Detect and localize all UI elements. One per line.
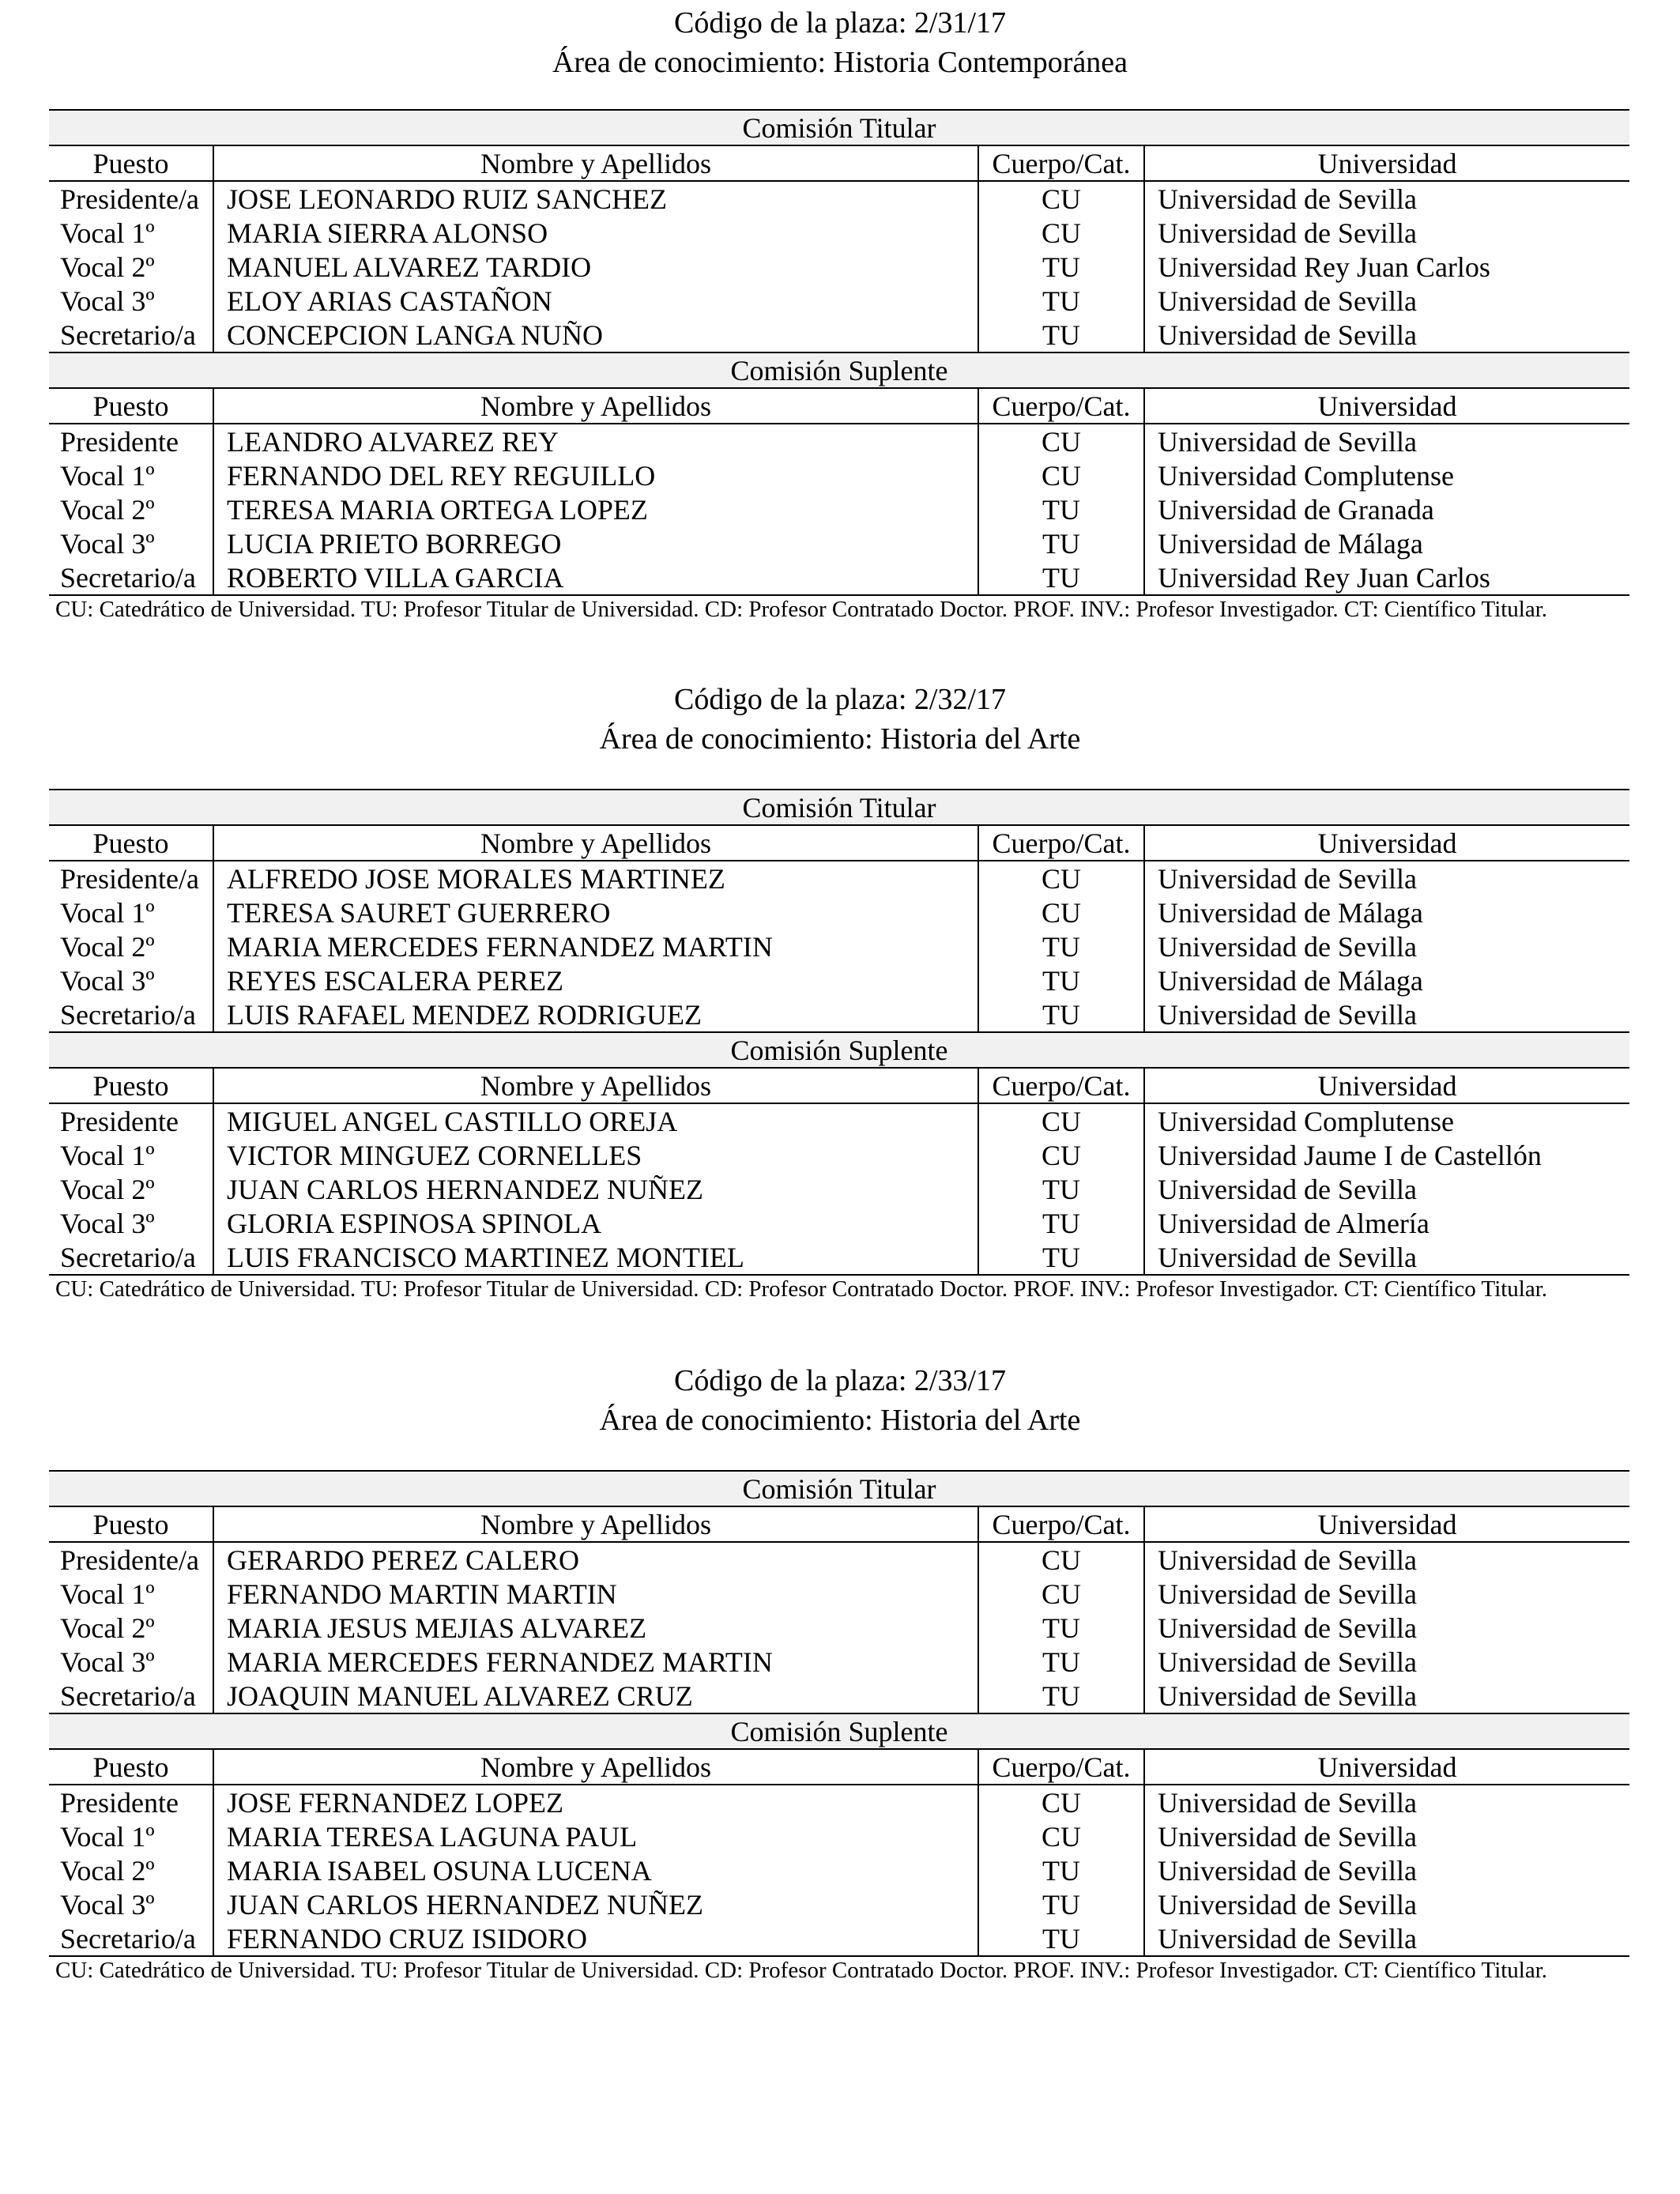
member-puesto: Secretario/a [49, 560, 213, 595]
member-puesto: Presidente/a [60, 1544, 199, 1576]
member-universidad: Universidad Rey Juan Carlos [1144, 560, 1629, 595]
member-universidad: Universidad de Sevilla [1144, 424, 1629, 458]
plaza-section [0, 0, 1680, 622]
member-nombre: TERESA MARIA ORTEGA LOPEZ [213, 492, 978, 526]
member-universidad: Universidad de Sevilla [1144, 861, 1629, 895]
member-puesto: Vocal 3º [60, 1207, 155, 1239]
member-cuerpo: CU [978, 861, 1144, 895]
member-cuerpo: CU [978, 1103, 1144, 1138]
member-nombre: CONCEPCION LANGA NUÑO [213, 318, 978, 352]
member-nombre: ALFREDO JOSE MORALES MARTINEZ [213, 861, 978, 895]
member-cuerpo: TU [978, 250, 1144, 284]
member-nombre: VICTOR MINGUEZ CORNELLES [213, 1138, 978, 1172]
member-puesto: Vocal 3º [60, 527, 155, 560]
table-row [49, 895, 1629, 929]
member-cuerpo: CU [978, 216, 1144, 250]
member-universidad: Universidad de Sevilla [1144, 284, 1629, 318]
table-row [49, 1611, 1629, 1645]
member-nombre: JOSE FERNANDEZ LOPEZ [213, 1785, 978, 1819]
header-cuerpo: Cuerpo/Cat. [978, 825, 1144, 861]
member-puesto: Vocal 2º [60, 930, 155, 963]
knowledge-area: Área de conocimiento: Historia Contemporánea [552, 46, 1128, 79]
section-heading [0, 680, 1680, 759]
member-puesto: Vocal 3º [60, 285, 155, 317]
member-nombre: JUAN CARLOS HERNANDEZ NUÑEZ [213, 1172, 978, 1206]
member-cuerpo: TU [978, 963, 1144, 997]
header-universidad: Universidad [1144, 1068, 1629, 1103]
member-nombre: GLORIA ESPINOSA SPINOLA [213, 1206, 978, 1240]
header-universidad: Universidad [1144, 1506, 1629, 1542]
header-universidad: Universidad [1144, 1749, 1629, 1785]
member-universidad: Universidad de Granada [1144, 492, 1629, 526]
member-universidad: Universidad de Sevilla [1144, 1240, 1629, 1275]
plaza-code: Código de la plaza: 2/31/17 [673, 6, 1007, 40]
table-row [49, 1103, 1629, 1138]
member-cuerpo: CU [978, 1138, 1144, 1172]
table-row [49, 1819, 1629, 1853]
knowledge-area: Área de conocimiento: Historia del Arte [599, 1404, 1081, 1437]
commission-table [49, 789, 1629, 1276]
member-universidad: Universidad de Sevilla [1144, 216, 1629, 250]
member-cuerpo: TU [978, 284, 1144, 318]
member-cuerpo: CU [978, 181, 1144, 216]
member-universidad: Universidad de Sevilla [1144, 1611, 1629, 1645]
member-nombre: FERNANDO DEL REY REGUILLO [213, 458, 978, 492]
member-nombre: MARIA SIERRA ALONSO [213, 216, 978, 250]
member-universidad: Universidad Jaume I de Castellón [1144, 1138, 1629, 1172]
member-universidad: Universidad Rey Juan Carlos [1144, 250, 1629, 284]
suplente-banner: Comisión Suplente [49, 352, 1629, 388]
table-row [49, 216, 1629, 250]
table-row [49, 929, 1629, 963]
header-puesto: Puesto [49, 1749, 213, 1785]
member-puesto: Vocal 2º [60, 251, 155, 283]
member-puesto: Presidente [60, 1786, 179, 1819]
suplente-banner: Comisión Suplente [49, 1032, 1629, 1068]
member-nombre: JOSE LEONARDO RUIZ SANCHEZ [213, 181, 978, 216]
member-universidad: Universidad de Sevilla [1144, 1819, 1629, 1853]
table-row [49, 1853, 1629, 1887]
member-puesto: Secretario/a [60, 1679, 196, 1712]
member-nombre: JOAQUIN MANUEL ALVAREZ CRUZ [213, 1679, 978, 1713]
plaza-code: Código de la plaza: 2/32/17 [673, 683, 1007, 716]
table-row [49, 963, 1629, 997]
member-puesto: Vocal 3º [60, 1646, 155, 1678]
table-row [49, 1542, 1629, 1577]
header-nombre: Nombre y Apellidos [213, 145, 978, 181]
section-heading [0, 0, 1680, 82]
member-cuerpo: TU [978, 997, 1144, 1032]
member-nombre: ELOY ARIAS CASTAÑON [213, 284, 978, 318]
member-universidad: Universidad de Sevilla [1144, 1679, 1629, 1713]
member-puesto: Presidente/a [60, 183, 199, 215]
header-cuerpo: Cuerpo/Cat. [978, 1068, 1144, 1103]
member-puesto: Presidente [60, 1105, 179, 1137]
member-puesto: Secretario/a [60, 319, 196, 351]
member-cuerpo: CU [978, 1785, 1144, 1819]
abbreviations-footnote: CU: Catedrático de Universidad. TU: Profesor Titular de Universidad. CD: Profesor Contratado Doctor. PROF. INV.: Profesor Investigador. CT: Científico Titular. [55, 1276, 1548, 1302]
header-cuerpo: Cuerpo/Cat. [978, 145, 1144, 181]
member-universidad: Universidad Complutense [1144, 458, 1629, 492]
member-cuerpo: TU [978, 1679, 1144, 1713]
commission-table [49, 1470, 1629, 1957]
member-nombre: LUCIA PRIETO BORREGO [213, 526, 978, 560]
member-cuerpo: TU [978, 1645, 1144, 1679]
header-universidad: Universidad [1144, 388, 1629, 424]
abbreviations-footnote: CU: Catedrático de Universidad. TU: Profesor Titular de Universidad. CD: Profesor Contratado Doctor. PROF. INV.: Profesor Investigador. CT: Científico Titular. [55, 597, 1548, 622]
member-cuerpo: CU [978, 1819, 1144, 1853]
member-universidad: Universidad de Sevilla [1144, 1645, 1629, 1679]
member-universidad: Universidad Complutense [1144, 1103, 1629, 1138]
header-universidad: Universidad [1144, 145, 1629, 181]
table-row [49, 181, 1629, 216]
member-cuerpo: TU [978, 1206, 1144, 1240]
member-cuerpo: TU [978, 1172, 1144, 1206]
table-row [49, 526, 1629, 560]
table-row [49, 1172, 1629, 1206]
table-row [49, 861, 1629, 895]
member-puesto: Vocal 1º [60, 1139, 155, 1171]
plaza-code: Código de la plaza: 2/33/17 [673, 1364, 1007, 1397]
member-nombre: LEANDRO ALVAREZ REY [213, 424, 978, 458]
member-nombre: MARIA JESUS MEJIAS ALVAREZ [213, 1611, 978, 1645]
table-row [49, 1645, 1629, 1679]
member-puesto: Vocal 2º [60, 1612, 155, 1644]
member-universidad: Universidad de Sevilla [1144, 318, 1629, 352]
member-nombre: MARIA MERCEDES FERNANDEZ MARTIN [213, 1645, 978, 1679]
header-nombre: Nombre y Apellidos [213, 1068, 978, 1103]
header-puesto: Puesto [49, 145, 213, 181]
member-universidad: Universidad de Málaga [1144, 963, 1629, 997]
member-nombre: GERARDO PEREZ CALERO [213, 1542, 978, 1577]
titular-banner: Comisión Titular [49, 110, 1629, 145]
member-cuerpo: CU [978, 1542, 1144, 1577]
titular-banner: Comisión Titular [49, 1471, 1629, 1506]
section-heading [0, 1361, 1680, 1440]
member-cuerpo: TU [978, 492, 1144, 526]
table-row [49, 250, 1629, 284]
member-puesto: Vocal 3º [60, 1888, 155, 1921]
table-row [49, 1240, 1629, 1275]
table-row [49, 1921, 1629, 1956]
member-cuerpo: TU [978, 1853, 1144, 1887]
member-universidad: Universidad de Málaga [1144, 526, 1629, 560]
member-cuerpo: TU [978, 1887, 1144, 1921]
member-universidad: Universidad de Sevilla [1144, 929, 1629, 963]
member-universidad: Universidad de Sevilla [1144, 1785, 1629, 1819]
member-cuerpo: TU [978, 1611, 1144, 1645]
member-puesto: Secretario/a [60, 998, 196, 1031]
table-row [49, 1679, 1629, 1713]
member-nombre: ROBERTO VILLA GARCIA [213, 560, 978, 595]
table-row [49, 1138, 1629, 1172]
header-puesto: Puesto [49, 388, 213, 424]
table-row [49, 458, 1629, 492]
plaza-section [0, 1361, 1680, 1983]
knowledge-area: Área de conocimiento: Historia del Arte [599, 722, 1081, 756]
member-nombre: LUIS FRANCISCO MARTINEZ MONTIEL [213, 1240, 978, 1275]
member-universidad: Universidad de Sevilla [1144, 181, 1629, 216]
member-puesto: Vocal 3º [60, 964, 155, 997]
suplente-banner: Comisión Suplente [49, 1713, 1629, 1749]
table-row [49, 424, 1629, 458]
member-puesto: Vocal 1º [60, 896, 155, 929]
member-puesto: Vocal 1º [60, 459, 155, 492]
member-nombre: MARIA ISABEL OSUNA LUCENA [213, 1853, 978, 1887]
titular-banner: Comisión Titular [49, 790, 1629, 825]
member-universidad: Universidad de Sevilla [1144, 1887, 1629, 1921]
header-nombre: Nombre y Apellidos [213, 388, 978, 424]
member-puesto: Secretario/a [49, 1240, 213, 1275]
member-puesto: Vocal 2º [60, 1173, 155, 1205]
member-puesto: Vocal 1º [60, 1820, 155, 1853]
member-universidad: Universidad de Sevilla [1144, 1853, 1629, 1887]
header-cuerpo: Cuerpo/Cat. [978, 1749, 1144, 1785]
member-nombre: MARIA TERESA LAGUNA PAUL [213, 1819, 978, 1853]
member-cuerpo: TU [978, 1921, 1144, 1956]
member-universidad: Universidad de Sevilla [1144, 1542, 1629, 1577]
table-row [49, 1887, 1629, 1921]
header-nombre: Nombre y Apellidos [213, 1749, 978, 1785]
member-cuerpo: CU [978, 1577, 1144, 1611]
member-puesto: Vocal 1º [60, 217, 155, 249]
member-puesto: Presidente [60, 425, 179, 458]
table-row [49, 1785, 1629, 1819]
member-cuerpo: CU [978, 424, 1144, 458]
table-row [49, 492, 1629, 526]
member-nombre: MANUEL ALVAREZ TARDIO [213, 250, 978, 284]
member-nombre: MIGUEL ANGEL CASTILLO OREJA [213, 1103, 978, 1138]
table-row [49, 1577, 1629, 1611]
member-universidad: Universidad de Sevilla [1144, 1921, 1629, 1956]
member-puesto: Vocal 2º [60, 493, 155, 526]
header-puesto: Puesto [49, 1068, 213, 1103]
member-cuerpo: TU [978, 1240, 1144, 1275]
member-puesto: Vocal 2º [60, 1854, 155, 1887]
table-row [49, 284, 1629, 318]
member-nombre: REYES ESCALERA PEREZ [213, 963, 978, 997]
header-cuerpo: Cuerpo/Cat. [978, 1506, 1144, 1542]
member-puesto: Secretario/a [49, 1921, 213, 1956]
header-cuerpo: Cuerpo/Cat. [978, 388, 1144, 424]
member-nombre: MARIA MERCEDES FERNANDEZ MARTIN [213, 929, 978, 963]
member-universidad: Universidad de Almería [1144, 1206, 1629, 1240]
member-puesto: Presidente/a [60, 862, 199, 895]
header-nombre: Nombre y Apellidos [213, 825, 978, 861]
member-cuerpo: TU [978, 318, 1144, 352]
header-nombre: Nombre y Apellidos [213, 1506, 978, 1542]
abbreviations-footnote: CU: Catedrático de Universidad. TU: Profesor Titular de Universidad. CD: Profesor Contratado Doctor. PROF. INV.: Profesor Investigador. CT: Científico Titular. [55, 1958, 1548, 1983]
header-universidad: Universidad [1144, 825, 1629, 861]
member-cuerpo: TU [978, 560, 1144, 595]
commission-table [49, 109, 1629, 596]
member-universidad: Universidad de Sevilla [1144, 997, 1629, 1032]
member-cuerpo: CU [978, 895, 1144, 929]
table-row [49, 1206, 1629, 1240]
member-nombre: FERNANDO MARTIN MARTIN [213, 1577, 978, 1611]
member-universidad: Universidad de Sevilla [1144, 1577, 1629, 1611]
table-row [49, 997, 1629, 1032]
member-universidad: Universidad de Sevilla [1144, 1172, 1629, 1206]
member-puesto: Vocal 1º [60, 1578, 155, 1610]
plaza-section [0, 680, 1680, 1302]
member-cuerpo: CU [978, 458, 1144, 492]
header-puesto: Puesto [49, 1506, 213, 1542]
member-nombre: LUIS RAFAEL MENDEZ RODRIGUEZ [213, 997, 978, 1032]
table-row [49, 318, 1629, 352]
member-nombre: TERESA SAURET GUERRERO [213, 895, 978, 929]
member-nombre: JUAN CARLOS HERNANDEZ NUÑEZ [213, 1887, 978, 1921]
table-row [49, 560, 1629, 595]
member-cuerpo: TU [978, 526, 1144, 560]
header-puesto: Puesto [49, 825, 213, 861]
member-universidad: Universidad de Málaga [1144, 895, 1629, 929]
member-nombre: FERNANDO CRUZ ISIDORO [213, 1921, 978, 1956]
member-cuerpo: TU [978, 929, 1144, 963]
